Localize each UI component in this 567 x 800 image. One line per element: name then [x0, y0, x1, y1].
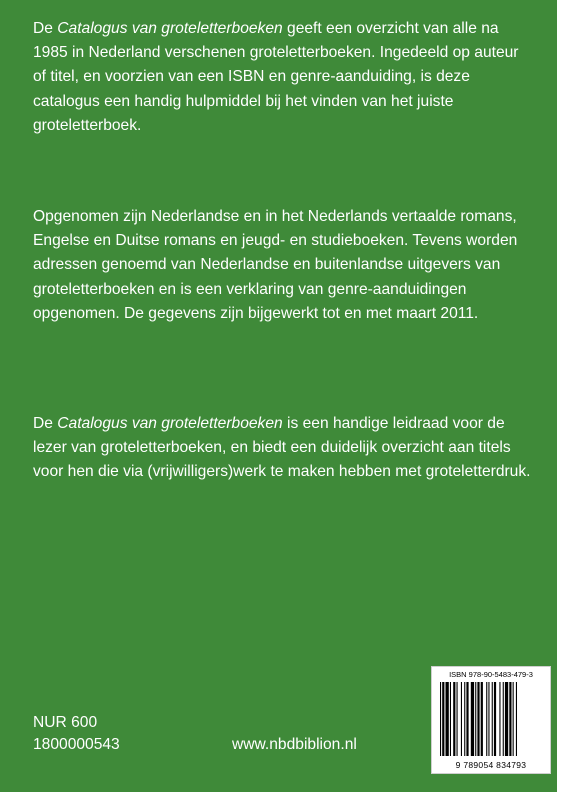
- isbn-barcode: [431, 666, 551, 774]
- barcode-bars: [438, 682, 544, 756]
- description-paragraph-3: [33, 412, 533, 485]
- nur-code: NUR 600: [33, 714, 98, 731]
- paragraph-1-rest: geeft een overzicht van alle na 1985 in Nederland verschenen groteletterboeken. Ingedeeld op auteur of titel, en voorzien van een ISBN en genre-aanduiding, is deze catalogus een handig hulpmiddel bij het vinden van het juiste groteletterboek.: [33, 20, 519, 134]
- isbn-label: ISBN 978-90-5483-479-3: [449, 670, 533, 679]
- website-url: www.nbdbiblion.nl: [232, 736, 357, 753]
- catalogue-title-3: Catalogus van groteletterboeken: [57, 415, 283, 432]
- paragraph-3-lead: De: [33, 415, 58, 432]
- catalogue-title-1: Catalogus van groteletterboeken: [57, 20, 283, 37]
- description-paragraph-2: Opgenomen zijn Nederlandse en in het Nederlands vertaalde romans, Engelse en Duitse romans en jeugd- en studieboeken. Tevens worden adressen genoemd van Nederlandse en buitenlandse uitgevers van groteletterboeken en is een verklaring van genre-aanduidingen opgenomen. De gegevens zijn bijgewerkt tot en met maart 2011.: [33, 208, 518, 322]
- paragraph-1-lead: De: [33, 20, 58, 37]
- description-paragraph-1: [33, 17, 533, 138]
- barcode-digits: 9 789054 834793: [455, 760, 527, 770]
- paragraph-3-rest: is een handige leidraad voor de lezer van groteletterboeken, en biedt een duidelijk overzicht aan titels voor hen die via (vrijwilligers)werk te maken hebben met groteletterdruk.: [33, 415, 531, 481]
- product-code: 1800000543: [33, 736, 120, 753]
